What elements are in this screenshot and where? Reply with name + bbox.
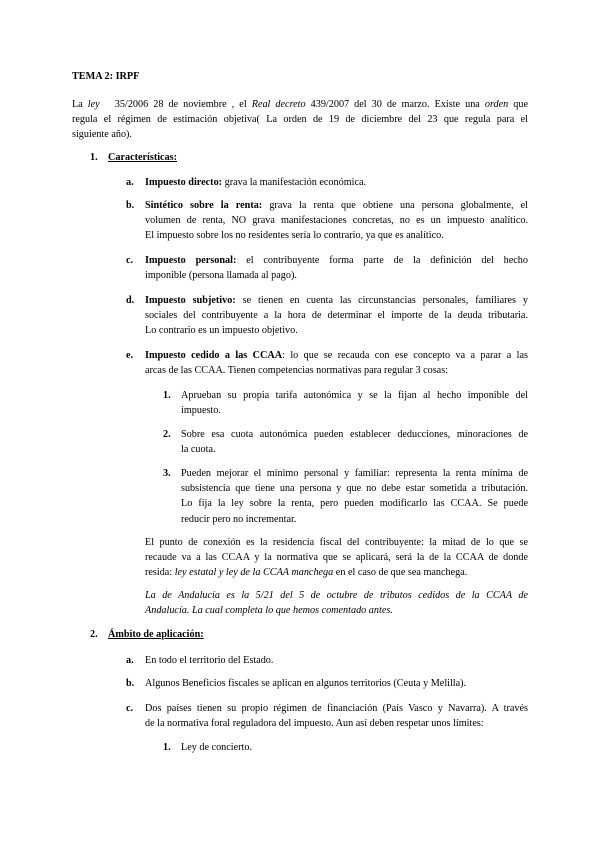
item-label-b: b. xyxy=(126,200,135,211)
document-title: TEMA 2: IRPF xyxy=(72,71,140,82)
subitem-2-deducciones: Sobre esa cuota autonómica pueden establecer deducciones, minoraciones de la cuota. xyxy=(181,429,528,456)
paragraph-andalucia: La de Andalucía es la 5/21 del 5 de octubre de tributos cedidos de la CCAA de Andalucía. La cual completa lo que hemos comentado antes. xyxy=(145,590,528,617)
section2-label-b: b. xyxy=(126,678,135,689)
section2-label-a: a. xyxy=(126,655,134,666)
section2-subitem-concierto: Ley de concierto. xyxy=(181,742,252,753)
section2-item-b: Algunos Beneficios fiscales se aplican en algunos territorios (Ceuta y Melilla). xyxy=(145,678,467,689)
item-label-e: e. xyxy=(126,350,134,361)
paragraph-punto-conexion: El punto de conexión es la residencia fiscal del contribuyente: la mitad de lo que se recaude va a las CCAA y la normativa que se aplicará, será la de la CCAA de donde resida: ley estatal y ley de la CCAA manchega en el caso de que sea manchega. xyxy=(145,537,528,579)
intro-paragraph: La ley 35/2006 28 de noviembre , el Real decreto 439/2007 del 30 de marzo. Existe una orden que regula el régimen de estimación objetiva( La orden de 19 de diciembre del 23 que regula para el siguiente año). xyxy=(72,99,529,141)
subitem-number-2: 2. xyxy=(163,429,171,440)
item-label-d: d. xyxy=(126,295,135,306)
section2-subitem-number-1: 1. xyxy=(163,742,171,753)
item-d-subjetivo: Impuesto subjetivo: se tienen en cuenta las circunstancias personales, familiares y sociales del contribuyente a la hora de determinar el importe de la deuda tributaria. Lo contrario es un impuesto objetivo. xyxy=(145,295,528,337)
subitem-number-1: 1. xyxy=(163,390,171,401)
item-b-sintetico: Sintético sobre la renta: grava la renta que obtiene una persona globalmente, el volumen de renta, NO grava manifestaciones concretas, no es un impuesto analítico. El impuesto sobre los no residentes sería lo contrario, ya que es analítico. xyxy=(145,200,528,242)
subitem-1-tarifa: Aprueban su propia tarifa autonómica y se la fijan al hecho imponible del impuesto. xyxy=(181,390,528,417)
section-1-number: 1. xyxy=(90,152,98,163)
item-label-a: a. xyxy=(126,177,134,188)
subitem-number-3: 3. xyxy=(163,468,171,479)
subitem-3-minimo: Pueden mejorar el mínimo personal y familiar: representa la renta mínima de subsistencia que tiene una persona y que no debe estar sometida a tributación. Lo fija la ley sobre la renta, pero pueden modificarlo las CCAA. Se puede reducir pero no incrementar. xyxy=(181,468,528,525)
item-e-cedido: Impuesto cedido a las CCAA: lo que se recauda con ese concepto va a parar a las arcas de las CCAA. Tienen competencias normativas para regular 3 cosas: xyxy=(145,350,528,377)
section2-item-a: En todo el territorio del Estado. xyxy=(145,655,274,666)
section-2-number: 2. xyxy=(90,629,98,640)
item-c-personal: Impuesto personal: el contribuyente forma parte de la definición del hecho imponible (persona llamada al pago). xyxy=(145,255,528,282)
section2-label-c: c. xyxy=(126,703,134,714)
section-1-heading: Características: xyxy=(108,152,178,163)
section2-item-c: Dos países tienen su propio régimen de financiación (País Vasco y Navarra). A través de la normativa foral reguladora del impuesto. Aun así deben respetar unos límites: xyxy=(145,703,528,730)
section-2-heading: Ámbito de aplicación: xyxy=(108,629,204,640)
item-a-impuesto-directo: Impuesto directo: grava la manifestación económica. xyxy=(145,177,367,188)
item-label-c: c. xyxy=(126,255,134,266)
